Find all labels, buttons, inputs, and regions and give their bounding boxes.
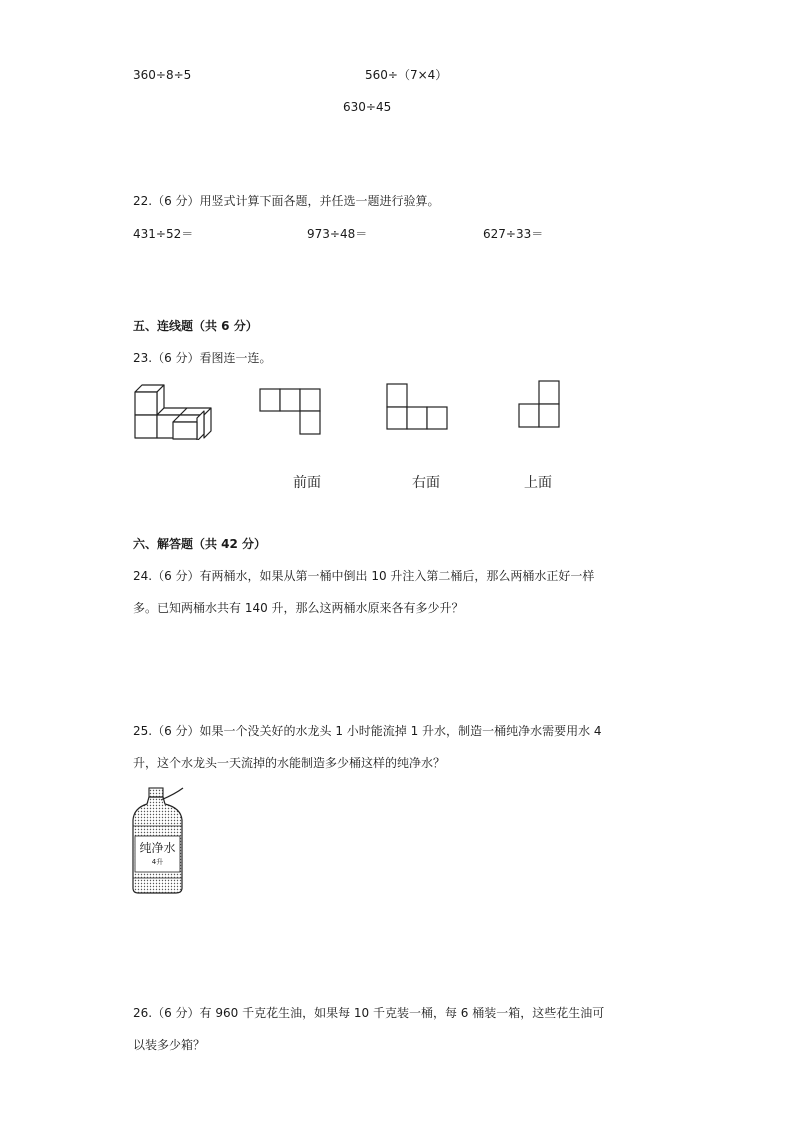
q26-text-line-1: 26.（6 分）有 960 千克花生油，如果每 10 千克装一桶，每 6 桶装一箱，这些花生油可 xyxy=(133,1006,605,1020)
view-figure-3 xyxy=(518,380,562,430)
q25-text-line-2: 升，这个水龙头一天流掉的水能制造多少桶这样的纯净水？ xyxy=(133,756,446,770)
view-figure-2 xyxy=(386,383,450,431)
q22-prompt: 22.（6 分）用竖式计算下面各题，并任选一题进行验算。 xyxy=(133,194,440,208)
label-top: 上面 xyxy=(524,475,552,491)
q21-expression-1: 360÷8÷5 xyxy=(133,68,192,82)
bottle-label-text: 纯净水 xyxy=(139,841,176,855)
water-bottle-illustration xyxy=(131,786,189,896)
q24-text-line-2: 多。已知两桶水共有 140 升，那么这两桶水原来各有多少升？ xyxy=(133,601,464,615)
q22-expression-1: 431÷52＝ xyxy=(133,227,194,241)
label-front: 前面 xyxy=(293,475,321,491)
label-right: 右面 xyxy=(412,475,440,491)
q26-text-line-2: 以装多少箱？ xyxy=(133,1038,206,1052)
q21-expression-2: 560÷（7×4） xyxy=(365,68,448,82)
section-5-heading: 五、连线题（共 6 分） xyxy=(133,319,258,333)
cube-stack-figure xyxy=(133,382,215,440)
q22-expression-3: 627÷33＝ xyxy=(483,227,544,241)
q22-expression-2: 973÷48＝ xyxy=(307,227,368,241)
q23-prompt: 23.（6 分）看图连一连。 xyxy=(133,351,272,365)
section-6-heading: 六、解答题（共 42 分） xyxy=(133,537,267,551)
q21-expression-3: 630÷45 xyxy=(343,100,392,114)
q25-text-line-1: 25.（6 分）如果一个没关好的水龙头 1 小时能流掉 1 升水，制造一桶纯净水需要用水 4 xyxy=(133,724,602,738)
bottle-volume-text: 4升 xyxy=(151,858,164,866)
q24-text-line-1: 24.（6 分）有两桶水，如果从第一桶中倒出 10 升注入第二桶后，那么两桶水正好一样 xyxy=(133,569,595,583)
view-figure-1 xyxy=(259,388,323,438)
